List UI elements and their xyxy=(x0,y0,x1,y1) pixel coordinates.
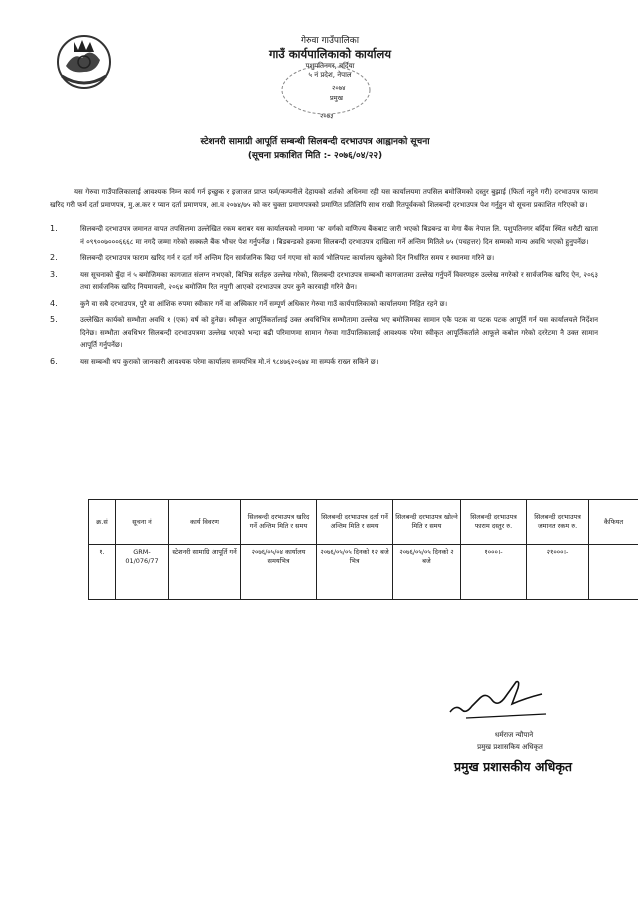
designation-stamp: प्रमुख प्रशासकीय अधिकृत xyxy=(453,759,573,774)
address-line-2: ५ नं प्रदेश, नेपाल xyxy=(308,71,352,79)
conditions-list xyxy=(42,223,598,372)
column-header: सिलबन्दी दरभाउपत्र जमानत रकम रु. xyxy=(527,500,589,545)
column-header: सिलबन्दी दरभाउपत्र खोल्ने मिति र समय xyxy=(393,500,461,545)
list-item xyxy=(42,314,598,352)
table-cell: २०७६/०५/०५ दिनको २ बजे xyxy=(393,545,461,600)
list-item xyxy=(42,252,598,265)
column-header: कार्य विवरण xyxy=(169,500,241,545)
signatory-designation: प्रमुख प्रशासकिय अधिकृत xyxy=(477,743,543,751)
stamp-text-3: २०७३ xyxy=(320,112,334,120)
table-cell xyxy=(589,545,638,600)
tender-table xyxy=(88,499,638,600)
condition-number: 6. xyxy=(50,356,58,366)
table-header-row xyxy=(89,500,638,545)
condition-number: 3. xyxy=(50,269,58,279)
address-line-1: पशुपतिनगर, बर्दिया xyxy=(305,62,355,70)
notice-date: (सूचना प्रकाशित मिति :- २०७६/०४/२२) xyxy=(247,151,383,161)
signatory-name: धर्मराज न्यौपाने xyxy=(494,731,534,739)
condition-number: 4. xyxy=(50,298,58,308)
table-cell: २१०००।- xyxy=(527,545,589,600)
table-cell: २०७६/०५/०४ कार्यालय समयभित्र xyxy=(241,545,317,600)
column-header: क्र.सं xyxy=(89,500,116,545)
condition-text: यस सूचनाको बुँदा नं ५ बमोजिमका कागजात संलग्न नभएको, बिभिन्न सर्तहरु उल्लेख गरेको, सिलबन्दी दरभाउपत्र सम्बन्धी कागजातमा उल्लेख गर्नुपर्ने विवरणहरु उल्लेख नगरेको र सार्वजनिक खरिद ऐन, २०६३ तथा सार्वजनिक खरिद नियमावली, २०६४ बमोजिम रित नपुगी आएको दरभाउपत्र उपर कुनै कारवाही गरिने छैन। xyxy=(80,270,598,291)
stamp-text-2: प्रमुख xyxy=(330,94,343,102)
table-row xyxy=(89,545,638,600)
stamp-text-1: २०७४ xyxy=(332,84,346,92)
condition-number: 2. xyxy=(50,253,58,262)
nepal-emblem-icon xyxy=(52,32,116,94)
condition-text: सिलबन्दी दरभाउपत्र जमानत वापत तपसिलमा उल्लेखित रकम बराबर यस कार्यालयको नाममा 'क' वर्गको वाणिज्य बैंकबाट जारी भएको बिडबन्ड वा मेगा बैंक नेपाल लि. पशुपतिनगर बर्दिया स्थित धरौटी खाता नं ०९९००७०००६६६८ मा नगदै जम्मा गरेको सक्कलै बैंक भौचर पेश गर्नुपर्नेछ । बिडबन्डको हकमा सिलबन्दी दरभाउपत्र दाखिला गर्ने अन्तिम मितिले ७५ (पचहत्तर) दिन सम्मको मान्य अवधि भएको हुनुपर्नेछ। xyxy=(80,225,598,246)
office-name: गाउँ कार्यपालिकाको कार्यालय xyxy=(268,47,392,61)
org-name: गेरुवा गाउँपालिका xyxy=(300,36,360,46)
column-header: सिलबन्दी दरभाउपत्र फाराम दस्तुर रु. xyxy=(461,500,527,545)
list-item xyxy=(42,356,598,369)
column-header: सिलबन्दी दरभाउपत्र दर्ता गर्ने अन्तिम मिति र समय xyxy=(317,500,393,545)
column-header: कैफियत xyxy=(589,500,638,545)
condition-number: 5. xyxy=(50,315,58,324)
table-cell: २०७६/०५/०५ दिनको १२ बजे भित्र xyxy=(317,545,393,600)
intro-paragraph: यस गेरुवा गाउँपालिकालाई आवश्यक निम्न कार्य गर्न इच्छुक र इजाजत प्राप्त फर्म/कम्पनीले देहायको शर्तको अधिनमा रही यस कार्यालयमा तपसिल बमोजिमको दस्तुर बुझाई (फिर्ता नहुने गरी) दरभाउपत्र फाराम खरिद गरी फर्म दर्ता प्रमाणपत्र, मु.अ.कर र प्यान दर्ता प्रमाणपत्र, आ.व २०७४/७५ को कर चुक्ता प्रमाणपत्रको प्रमाणित प्रतिलिपि साथ राखी रितपूर्वकको शिलबन्दी दरभाउपत्र पेश गर्नुहुन यो सूचना प्रकाशित गरिएको छ। xyxy=(50,188,598,209)
column-header: सिलबन्दी दरभाउपत्र खरिद गर्ने अन्तिम मिति र समय xyxy=(241,500,317,545)
handwritten-signature xyxy=(446,678,556,720)
condition-text: सिलबन्दी दरभाउपत्र फाराम खरिद गर्न र दर्ता गर्ने अन्तिम दिन सार्वजनिक बिदा पर्न गएमा सो कार्य भोलिपल्ट कार्यालय खुलेको दिन निर्धारित समय र स्थानमा गरिने छ। xyxy=(80,254,495,262)
office-stamp xyxy=(262,60,380,130)
column-header: सूचना नं xyxy=(116,500,169,545)
table-cell: GRM-01/076/77 xyxy=(116,545,169,600)
condition-number: 1. xyxy=(50,224,58,233)
list-item xyxy=(42,269,598,294)
list-item xyxy=(42,223,598,248)
table-cell: स्टेशनरी सामाग्रि आपूर्ति गर्ने xyxy=(169,545,241,600)
condition-text: यस सम्बन्धी थप कुराको जानकारी आवश्यक परेमा कार्यालय समयभित्र मो.नं ९८४७६२०६७४ मा सम्पर्क राख्न सकिने छ। xyxy=(80,357,379,366)
table-cell: १०००।- xyxy=(461,545,527,600)
table-cell: १. xyxy=(89,545,116,600)
condition-text: उल्लेखित कार्यको सम्भौता अवधि १ (एक) वर्ष को हुनेछ। स्वीकृत आपूर्तिकर्तालाई उक्त अवधिभित्र सम्भौतामा उल्लेख भए बमोजिमका सामान एकै पटक वा पटक पटक आपूर्ति गर्न यस कार्यालयले निर्देशन दिनेछ। सम्भौता अवधिभर सिलबन्दी दरभाउपत्रमा उल्लेख भएको भन्दा बढी परिमाणमा सामान गेरुवा गाउँपालिकालाई आवश्यक परेमा स्वीकृत आपूर्तिकर्ताले आफूले कबोल गरेको दररेटमा नै उक्त सामान आपूर्ति गर्नुपर्नेछ। xyxy=(80,316,598,349)
list-item xyxy=(42,298,598,311)
condition-text: कुनै वा सबै दरभाउपत्र, पुरै वा आंशिक रुपमा स्वीकार गर्ने वा अस्विकार गर्ने सम्पूर्ण अधिकार गेरुवा गाउँ कार्यपालिकाको कार्यालयमा निहित रहने छ। xyxy=(80,299,448,308)
notice-title: स्टेशनरी सामाग्री आपूर्ति सम्बन्धी सिलबन्दी दरभाउपत्र आह्वानको सूचना xyxy=(200,137,430,147)
